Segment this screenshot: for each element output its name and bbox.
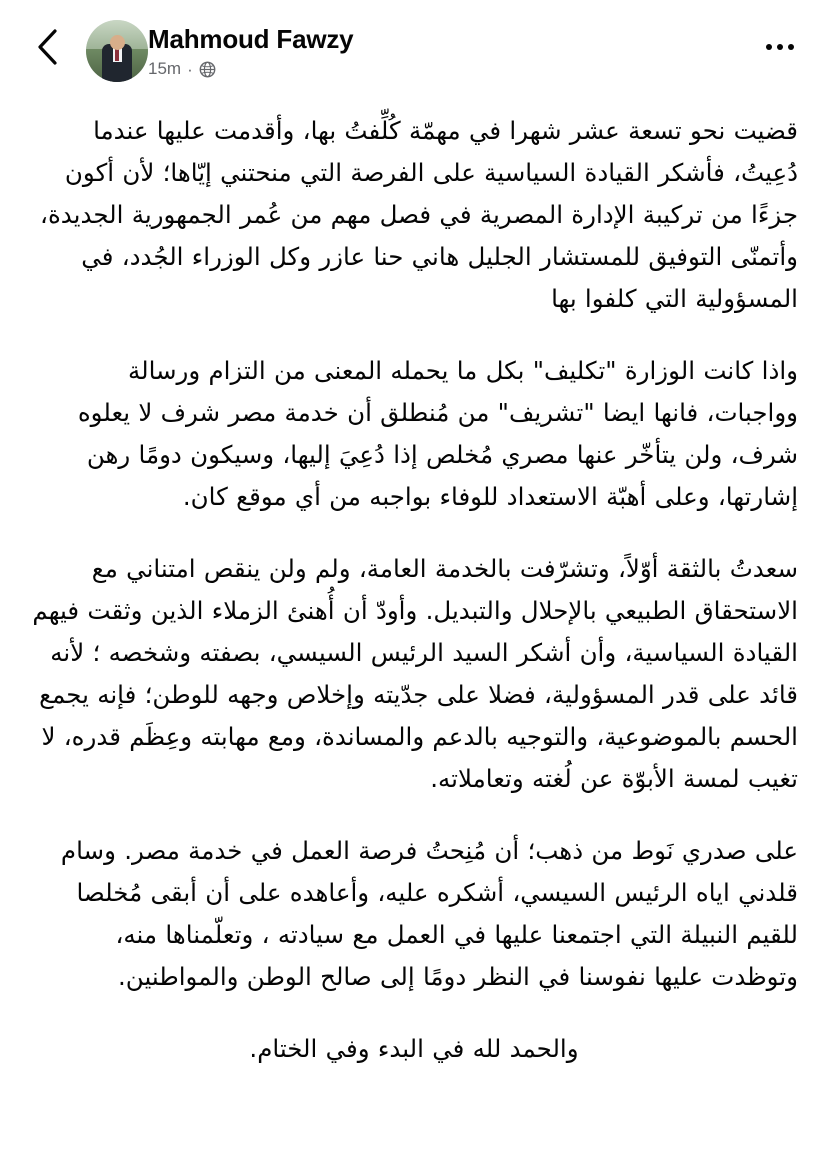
post-header-text [148,18,754,79]
meta-separator: · [187,59,193,79]
post-paragraph: سعدتُ بالثقة أوّلاً، وتشرّفت بالخدمة العامة، ولم ولن ينقص امتناني مع الاستحقاق الطبيعي بالإحلال والتبديل. وأودّ أن أُهنئ الزملاء الذين وثقت فيهم القيادة السياسية، وأن أشكر السيد الرئيس السيسي، بصفته وشخصه ؛ لأنه قائد على قدر المسؤولية، فضلا على جدّيته وإخلاص وجهه للوطن؛ فإنه يجمع الحسم بالموضوعية، والتوجيه بالدعم والمساندة، ومع مهابته وعِظَم قدره، لا تغيب لمسة الأبوّة عن لُغته وتعاملاته. [32,554,798,793]
author-name[interactable]: Mahmoud Fawzy [148,24,354,54]
more-options-button[interactable] [754,18,806,76]
back-button[interactable] [22,18,74,76]
post-paragraph: على صدري نَوط من ذهب؛ أن مُنِحتُ فرصة العمل في خدمة مصر. وسام قلدني اياه الرئيس السيسي، أشكره عليه، وأعاهده على أن أبقى مُخلصا للقيم النبيلة التي اجتمعنا عليها في العمل مع سيادته ، وتعلّمناها منه، وتوظدت عليها نفوسنا في النظر دومًا إلى صالح الوطن والمواطنين. [60,836,798,991]
post-body [0,88,828,1070]
post-paragraph: والحمد لله في البدء وفي الختام. [249,1034,579,1063]
post-header [0,0,828,88]
post-timestamp[interactable]: 15m [148,59,182,78]
post-meta [148,59,754,79]
ellipsis-horizontal-icon [766,44,794,50]
avatar-person-head [110,35,125,50]
post-paragraph: قضيت نحو تسعة عشر شهرا في مهمّة كُلِّفتُ بها، وأقدمت عليها عندما دُعِيتُ، فأشكر القيادة السياسية على الفرصة التي منحتني إيّاها؛ لأن أكون جزءًا من تركيبة الإدارة المصرية في فصل مهم من عُمر الجمهورية الجديدة، وأتمنّى التوفيق للمستشار الجليل هاني حنا عازر وكل الوزراء الجُدد، في المسؤولية التي كلفوا بها [40,116,798,313]
globe-icon[interactable] [199,61,216,78]
chevron-left-icon [35,27,61,67]
avatar[interactable] [86,20,148,82]
post-paragraph: واذا كانت الوزارة "تكليف" بكل ما يحمله المعنى من التزام ورسالة وواجبات، فانها ايضا "تشريف" من مُنطلق أن خدمة مصر شرف لا يعلوه شرف، ولن يتأخّر عنها مصري مُخلص إذا دُعِيَ إليها، وسيكون دومًا رهن إشارتها، وعلى أهبّة الاستعداد للوفاء بواجبه من أي موقع كان. [77,356,798,511]
